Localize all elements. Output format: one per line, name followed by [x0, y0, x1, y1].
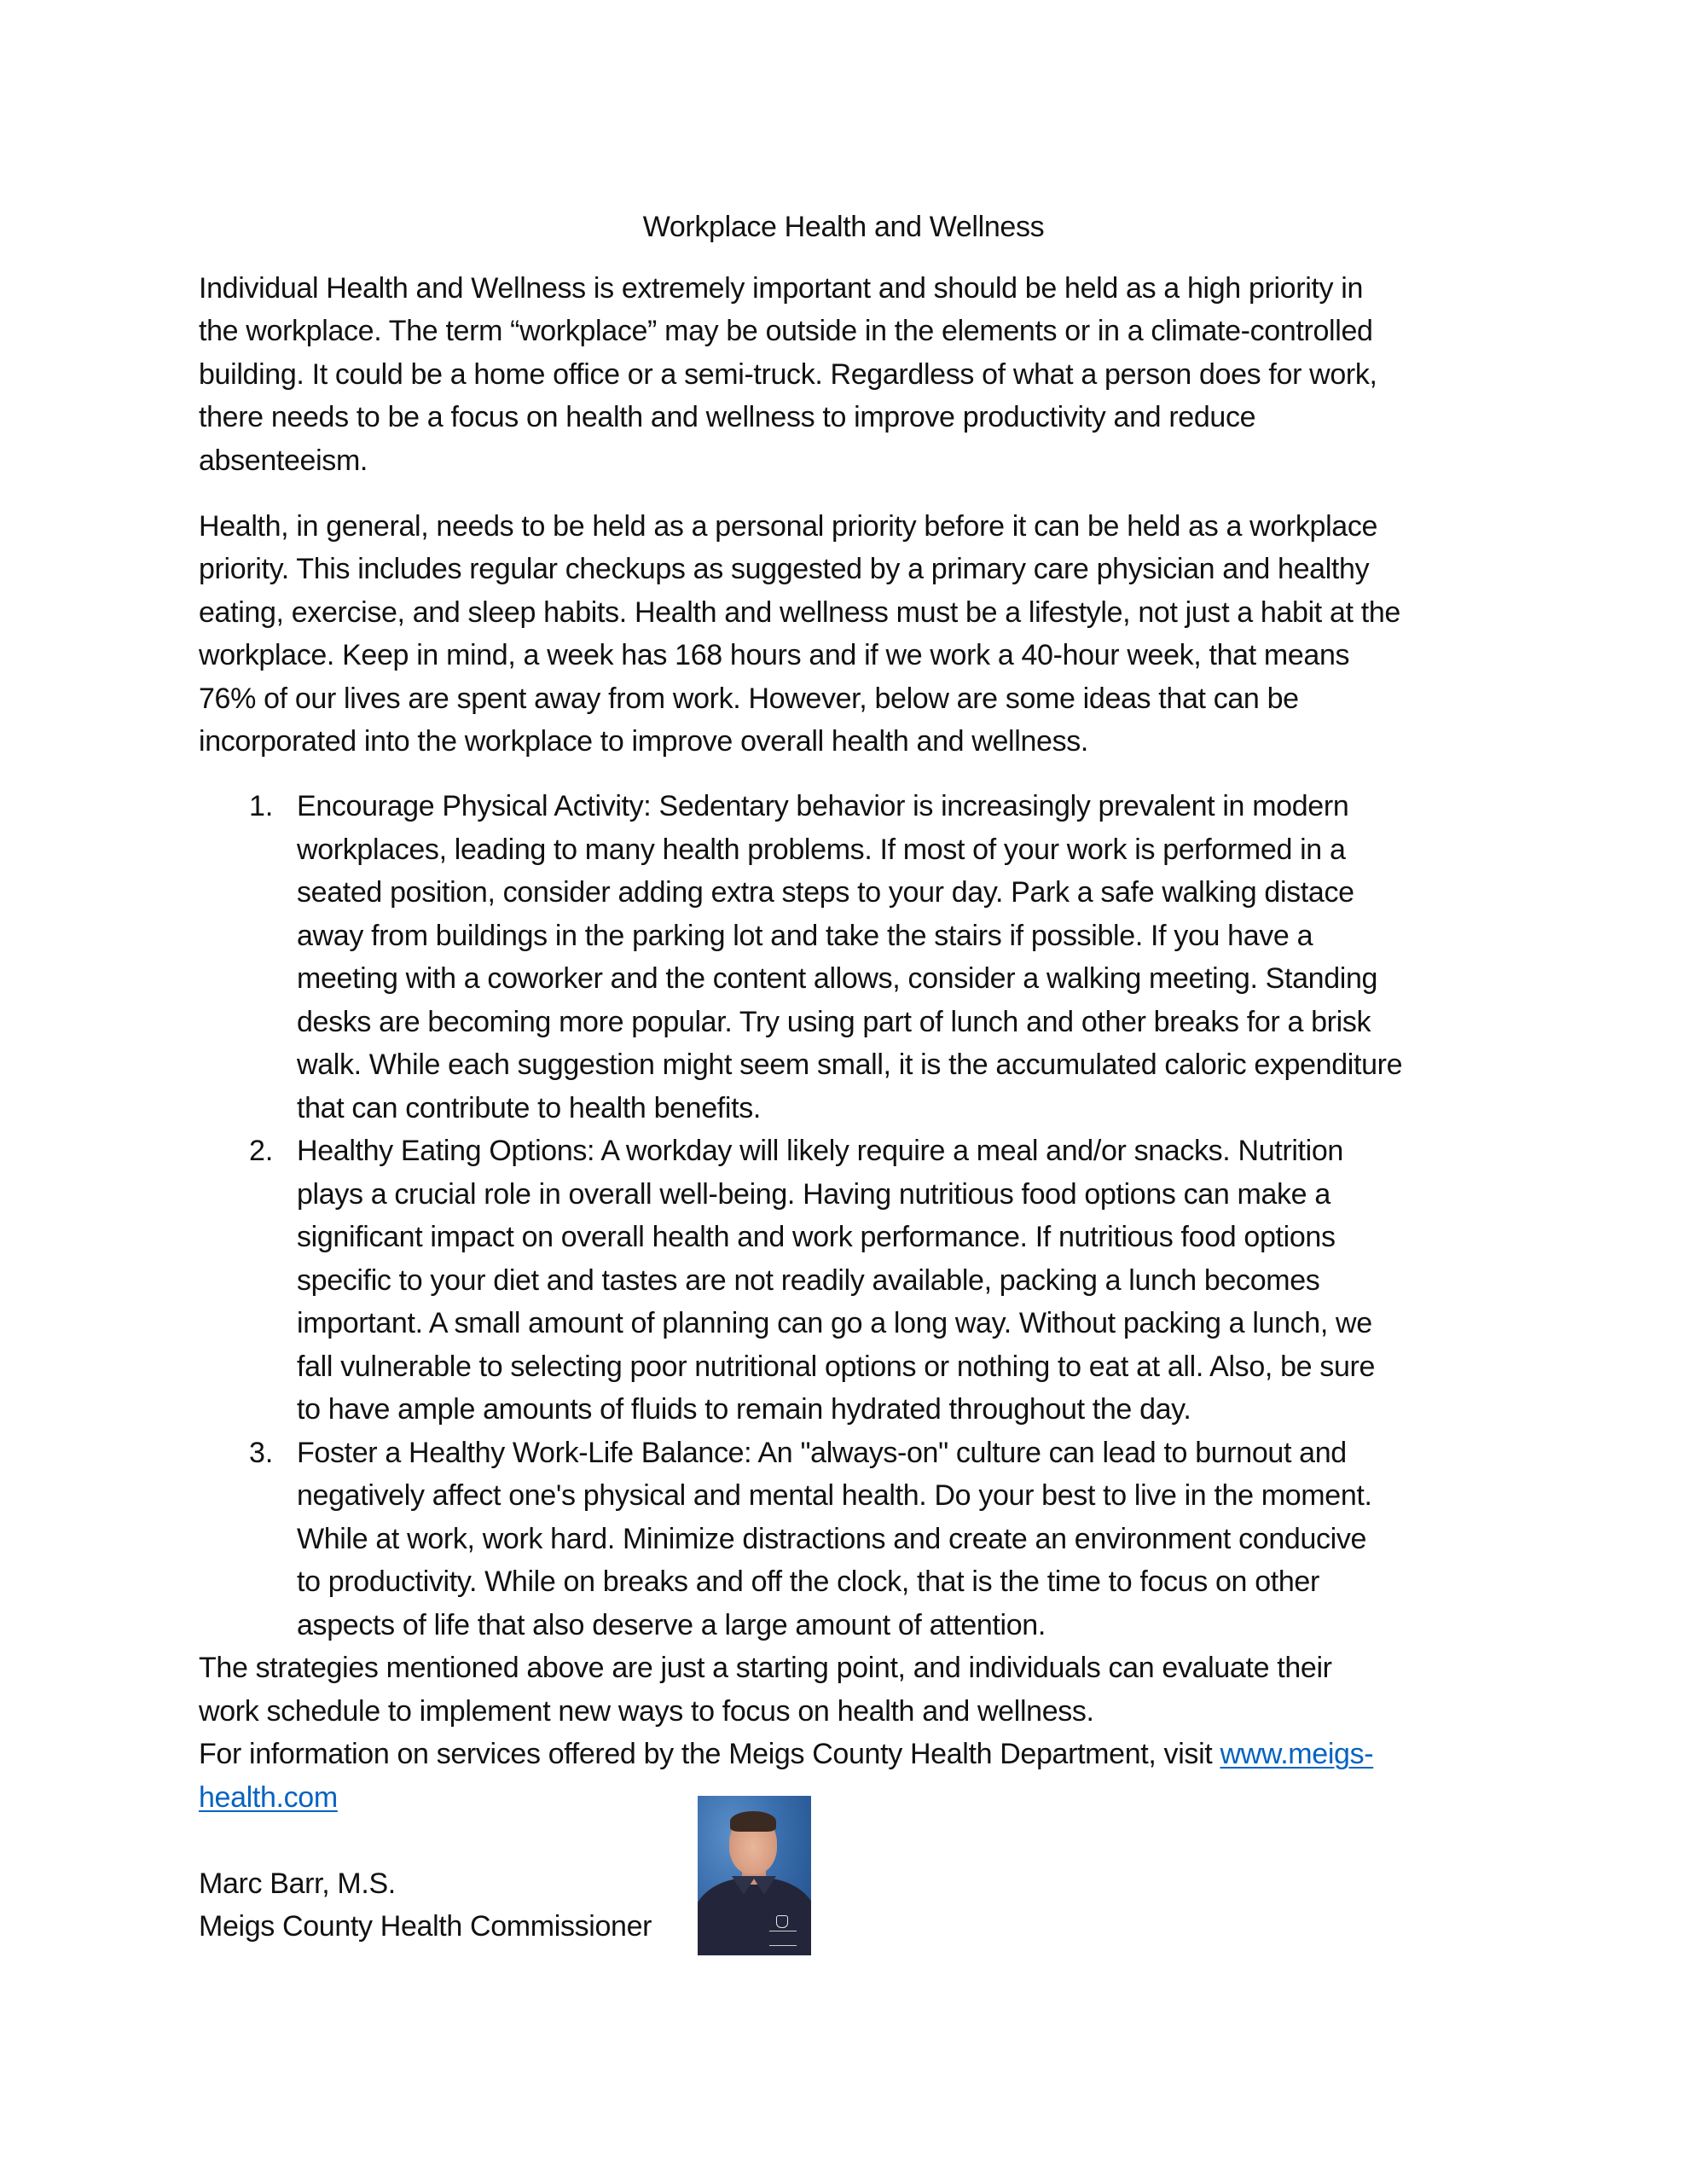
info-text: For information on services offered by the Meigs County Health Department, visit — [199, 1738, 1220, 1770]
paragraph-line: 76% of our lives are spent away from work. However, below are some ideas that can be — [199, 682, 1299, 715]
list-line: Healthy Eating Options: A workday will likely require a meal and/or snacks. Nutrition — [297, 1135, 1343, 1167]
signature-role: Meigs County Health Commissioner — [199, 1910, 652, 1943]
portrait-photo — [698, 1796, 811, 1955]
list-line: seated position, consider adding extra steps to your day. Park a safe walking distace — [297, 876, 1354, 909]
document-title: Workplace Health and Wellness — [642, 211, 1045, 243]
list-line: walk. While each suggestion might seem small, it is the accumulated caloric expenditure — [297, 1048, 1403, 1081]
info-line — [199, 1737, 1373, 1771]
photo-collar — [752, 1876, 776, 1895]
list-line: While at work, work hard. Minimize distractions and create an environment conducive — [297, 1523, 1367, 1555]
info-line-2 — [199, 1780, 338, 1815]
list-line: fall vulnerable to selecting poor nutritional options or nothing to eat at all. Also, be sure — [297, 1350, 1376, 1383]
list-line: important. A small amount of planning can go a long way. Without packing a lunch, we — [297, 1307, 1372, 1339]
paragraph-line: Individual Health and Wellness is extremely important and should be held as a high priority in — [199, 272, 1364, 305]
list-line: away from buildings in the parking lot and take the stairs if possible. If you have a — [297, 920, 1313, 952]
list-line: specific to your diet and tastes are not readily available, packing a lunch becomes — [297, 1264, 1320, 1297]
list-line: desks are becoming more popular. Try using part of lunch and other breaks for a brisk — [297, 1006, 1371, 1038]
shield-logo-icon — [776, 1915, 788, 1928]
paragraph-line: priority. This includes regular checkups as suggested by a primary care physician and healthy — [199, 553, 1370, 585]
list-number: 3. — [249, 1437, 274, 1469]
signature-name: Marc Barr, M.S. — [199, 1867, 396, 1900]
paragraph-line: workplace. Keep in mind, a week has 168 hours and if we work a 40-hour week, that means — [199, 639, 1350, 671]
list-line: significant impact on overall health and work performance. If nutritious food options — [297, 1221, 1336, 1253]
list-line: negatively affect one's physical and mental health. Do your best to live in the moment. — [297, 1479, 1372, 1512]
list-line: meeting with a coworker and the content allows, consider a walking meeting. Standing — [297, 962, 1378, 995]
list-number: 2. — [249, 1135, 274, 1167]
list-line: to have ample amounts of fluids to remain hydrated throughout the day. — [297, 1393, 1191, 1426]
list-line: Foster a Healthy Work-Life Balance: An "always-on" culture can lead to burnout and — [297, 1437, 1347, 1469]
paragraph-line: eating, exercise, and sleep habits. Health and wellness must be a lifestyle, not just a habit at the — [199, 596, 1400, 629]
paragraph-line: building. It could be a home office or a semi-truck. Regardless of what a person does for work, — [199, 358, 1377, 391]
paragraph-line: Health, in general, needs to be held as a personal priority before it can be held as a workplace — [199, 510, 1378, 543]
photo-logo-text — [769, 1931, 797, 1946]
paragraph-line: incorporated into the workplace to improve overall health and wellness. — [199, 725, 1088, 758]
list-line: aspects of life that also deserve a large amount of attention. — [297, 1609, 1046, 1641]
list-number: 1. — [249, 790, 274, 822]
list-line: plays a crucial role in overall well-being. Having nutritious food options can make a — [297, 1178, 1330, 1211]
list-line: that can contribute to health benefits. — [297, 1092, 761, 1124]
paragraph-line: there needs to be a focus on health and wellness to improve productivity and reduce — [199, 401, 1256, 433]
website-link-continued[interactable]: health.com — [199, 1781, 338, 1814]
website-link[interactable]: www.meigs- — [1220, 1738, 1374, 1770]
paragraph-line: the workplace. The term “workplace” may be outside in the elements or in a climate-controlled — [199, 315, 1373, 347]
list-line: workplaces, leading to many health problems. If most of your work is performed in a — [297, 834, 1346, 866]
paragraph-line: work schedule to implement new ways to focus on health and wellness. — [199, 1695, 1094, 1728]
list-line: Encourage Physical Activity: Sedentary behavior is increasingly prevalent in modern — [297, 790, 1349, 822]
photo-hair — [730, 1811, 776, 1832]
paragraph-line: The strategies mentioned above are just a starting point, and individuals can evaluate their — [199, 1652, 1332, 1684]
list-line: to productivity. While on breaks and off the clock, that is the time to focus on other — [297, 1565, 1319, 1598]
paragraph-line: absenteeism. — [199, 444, 368, 477]
